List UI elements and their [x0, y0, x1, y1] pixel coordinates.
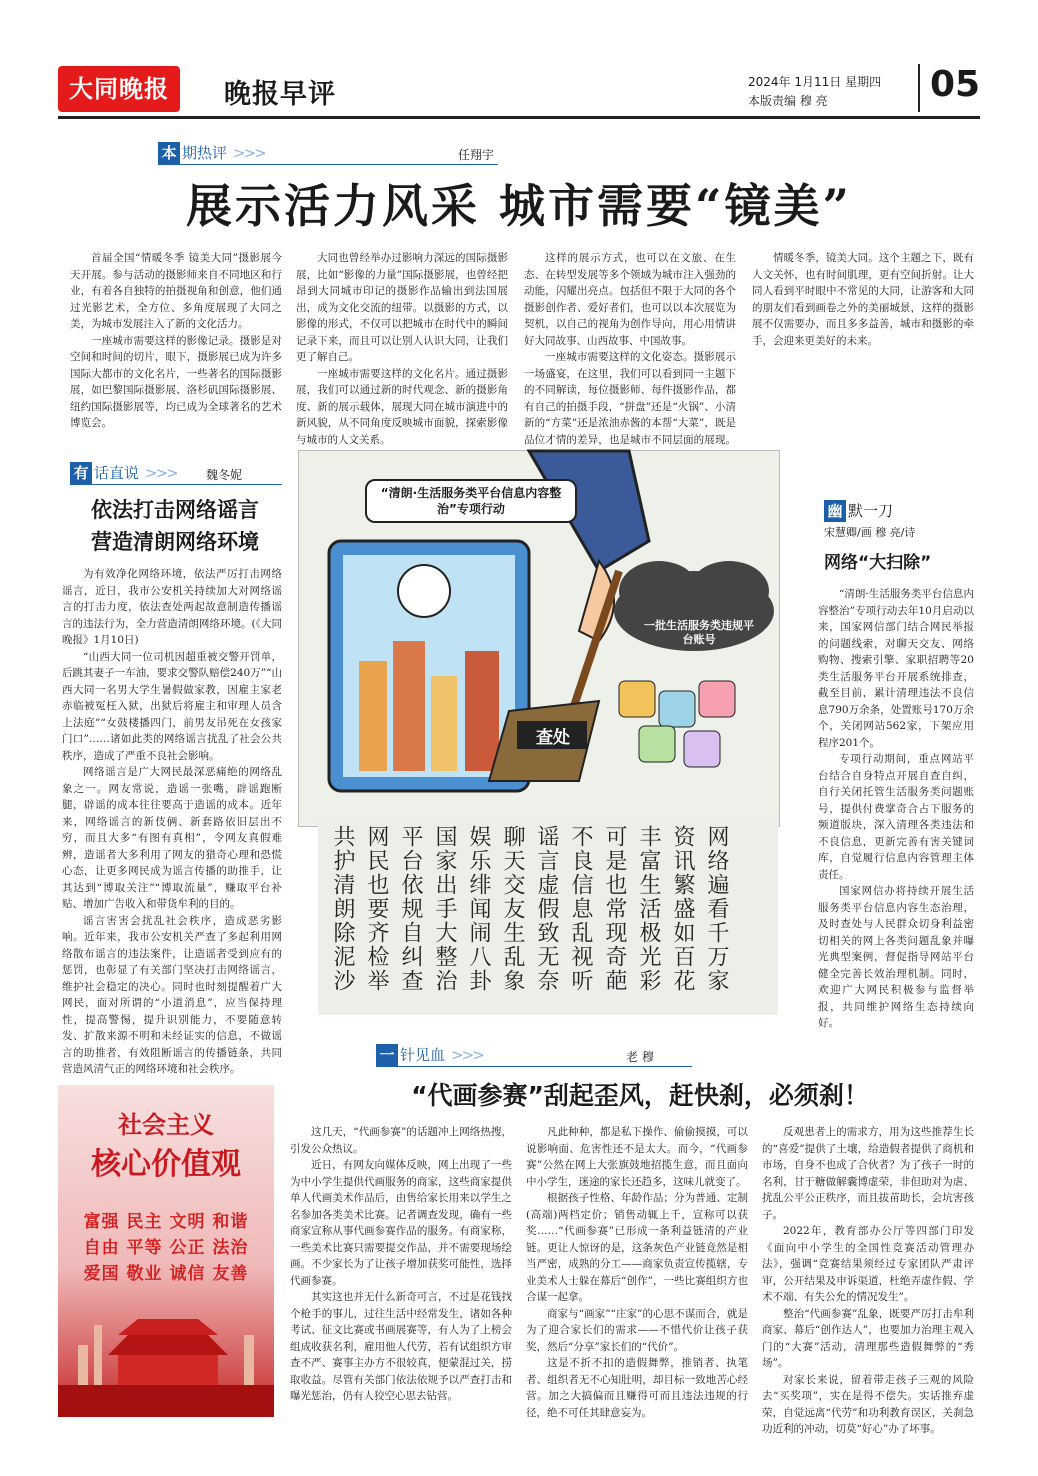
- poster-values: 爱国 敬业 诚信 友善: [83, 1264, 249, 1284]
- headline: 展示活力风采 城市需要“镜美”: [186, 179, 852, 233]
- chevron-right-icon: >>>: [145, 464, 177, 482]
- poem-line: 娱乐绯闻闹八卦: [466, 825, 491, 993]
- paragraph: 2022年，教育部办公厅等四部门印发《面向中小学生的全国性竞赛活动管理办法》，强调“竞赛结果须经过专家团队严肃评审，公开结果及申诉渠道，杜绝弄虚作假、学术不端、有失公允的情况发生”。: [762, 1225, 974, 1303]
- section-title: 晚报早评: [224, 79, 336, 110]
- paragraph: 根据孩子性格、年龄作品；分为普通、定制(高端)两档定价；销售动辄上千，宣称可以获奖……“代画参赛”已形成一条利益链清的产业链。更让人惊讶的是，这条灰色产业链竟然是相当严密，成熟的分工——商家负责宣传揽辖，专业美术人士躲在幕后“创作”，一些比赛组织方也合谋一起拿。: [526, 1192, 748, 1303]
- article-column: [70, 250, 282, 440]
- core-values-poster: [58, 1085, 274, 1417]
- chevron-right-icon: >>>: [451, 1046, 483, 1064]
- article-column: [762, 1124, 974, 1459]
- paragraph: 网络谣言是广大网民最深恶痛绝的网络乱象之一。网友常说，造谣一张嘴，辟谣跑断腿，辟谣的成本往往要高于造谣的成本。近年来，网络谣言的新伎俩、新套路依旧层出不穷，而且大多“有图有真相”，令网友真假难辨，造谣者大多利用了网友的猎奇心理和恐慌心态，让更多网民成为谣言传播的助推手，让其达到“博取关注”“博取流量”，赚取平台补贴、增加广告收入和带货牟利的目的。: [62, 766, 282, 910]
- tag-underline: [158, 164, 498, 165]
- paragraph: 这是不折不扣的造假舞弊，推销者、执笔者、组织者无不心知肚明，却目标一致地苦心经营。加之大搞偏而且赚得可而且违法违规的行径，绝不可任其肆意妄为。: [526, 1357, 748, 1419]
- poster-title: 核心价值观: [91, 1147, 241, 1182]
- article-title: “代画参赛”刮起歪风，赶快刹，必须刹！: [411, 1081, 869, 1110]
- cartoon-illustration: [298, 450, 780, 827]
- article-author: 老 穆: [626, 1050, 654, 1064]
- column-tag: [158, 142, 265, 164]
- article-column: [290, 1124, 512, 1459]
- poem-line: 聊天交友生乱象: [500, 825, 525, 993]
- poem-box: [318, 815, 778, 1015]
- paragraph: 这样的展示方式，也可以在文旅、在生态、在转型发展等多个领域为城市注入强劲的动能，闪耀出亮点。包括但不限于大同的各个摄影创作者、爱好者们，也可以以本次展览为契机，以自己的视角为创作导向，用心用情讲好大同故事、山西故事、中国故事。: [524, 252, 736, 347]
- paragraph: 大同也曾经举办过影响力深远的国际摄影展，比如“影像的力量”国际摄影展，也曾经把昂到大同城市印记的摄影作品输出到法国展出，成为文化交流的纽带。以摄影的方式，以影像的形式，不仅可以把城市在时代中的瞬间记录下来，而且可以让别人认识大同，让我们更了解自己。: [296, 252, 508, 363]
- article-column: [62, 566, 282, 1076]
- tag-underline: [376, 1066, 692, 1067]
- poem-line: 可是也常现奇葩: [602, 825, 627, 993]
- column-tag-first: 一: [376, 1044, 398, 1066]
- chevron-right-icon: >>>: [233, 144, 265, 162]
- poem-line: 资讯繁盛如百花: [670, 825, 695, 993]
- poem-line: 不良信息乱视听: [568, 825, 593, 993]
- column-tag-rest: 针见血: [400, 1046, 446, 1064]
- paragraph: 商家与“画家”“庄家”的心思不谋而合，就是为了迎合家长们的需求——不惜代价让孩子获奖，然后“分享”家长们的“代价”。: [526, 1307, 748, 1353]
- cartoon-credit: 宋慧卿/画 穆 亮/诗: [824, 526, 916, 539]
- column-tag-rest: 默一刀: [848, 502, 894, 520]
- poem-line: 网络遍看千万家: [704, 825, 729, 993]
- paragraph: “清朗·生活服务类平台信息内容整治”专项行动去年10月启动以来，国家网信部门结合网民举报的问题线索，对聊天交友、网络购物、搜索引擎、家职招聘等20类生活服务平台开展系统排查，截至目前，累计清理违法不良信息790万余条，处置账号170万余个，关闭网站562家，下架应用程序201个。: [818, 588, 974, 749]
- tag-underline: [70, 484, 282, 485]
- paragraph: 整治“代画参赛”乱象，既要严厉打击牟利商家、幕后“创作达人”，也要加力治理主观入门的“大赛”活动，清理那些造假舞弊的“秀场”。: [762, 1307, 974, 1369]
- column-tag: [70, 462, 177, 484]
- article-column: [752, 250, 974, 440]
- poem-line: 国家出手大整治: [432, 825, 457, 993]
- article-column: [524, 250, 736, 446]
- article-title: [60, 494, 290, 558]
- column-tag-first: 有: [70, 462, 92, 484]
- article-author: 任翔宇: [458, 148, 495, 162]
- poem-line: 共护清朗除泥沙: [330, 825, 355, 993]
- article-column: [818, 586, 974, 1116]
- title-line: 营造清朗网络环境: [91, 530, 259, 554]
- cartoon-banner: “清朗·生活服务类平台信息内容整治”专项行动: [365, 479, 577, 523]
- column-tag-first: 幽: [824, 500, 846, 522]
- paragraph: 凡此种种，都是私下操作、偷偷摸摸，可以说影响面、危害性还不是太大。而今，“代画参赛”公然在网上大张旗鼓地招揽生意，而且面向中小学生，迷途的家长还趋多，这味儿就变了。: [526, 1126, 748, 1188]
- cartoon-broom-label: 查处: [536, 728, 570, 748]
- poem-line: 平台依规自纠查: [398, 825, 423, 993]
- paragraph: “山西大同一位司机因超重被交警开罚单，后跳其妻子一车油，要求交警队赔偿240万”“山西大同一名男大学生暑假做家教，因雇主家老赤临被冤枉入狱，出狱后将雇主和审理人员含上法庭”“女鼓楼播四门，前男友吊死在女孩家门口”……诸如此类的网络谣言扰乱了社会公共秩序，造成了严重不良社会影响。: [62, 650, 282, 762]
- paragraph: 为有效净化网络环境，依法严厉打击网络谣言，近日，我市公安机关持续加大对网络谣言的打击力度，依法查处两起故意制造传播谣言的违法行为，全力营造清朗网络环境。(《大同晚报》1月10日): [62, 568, 282, 646]
- column-tag-rest: 话直说: [94, 464, 140, 482]
- column-tag: [376, 1044, 483, 1066]
- issue-date: 2024年 1月11日 星期四: [748, 75, 882, 89]
- paragraph: 谣言害害会扰乱社会秩序，造成恶劣影响。近年来，我市公安机关严查了多起利用网络散布谣言的违法案件，让造谣者受到应有的惩罚，也彰显了有关部门坚决打击网络谣言，维护社会稳定的决心。同时也时刻提醒着广大网民，面对所谓的“小道消息”，应当保持理性，提高警惕，提升识别能力，不要随意转发、扩散来源不明和未经证实的信息，不做谣言的助推者，有效阻断谣言的传播链条，共同营造风清气正的网络环境和社会秩序。: [62, 914, 282, 1075]
- poem-line: 网民也要齐检举: [364, 825, 389, 993]
- paragraph: 反观患者上的需求方，用为这些推荐生长的“喜爱”提供了土壤，给造假者提供了商机和市场，自身不也成了合伙者？为了孩子一时的名利，甘于糖做解囊博虚荣，非但助对为虐、扰乱公平公正秩序，而且拔苗助长，会坑害孩子。: [762, 1126, 974, 1221]
- column-tag-rest: 期热评: [182, 144, 228, 162]
- tiananmen-illustration: [58, 1285, 274, 1417]
- poster-values: 富强 民主 文明 和谐: [83, 1212, 249, 1232]
- paragraph: 对家长来说，留着带走孩子三观的风险去“买奖项”，实在是得不偿失。实话推弃虚荣，自觉远离“代劳”和功利教育误区，关刹急功近利的冲动，切莫“好心”办了坏事。: [762, 1373, 974, 1435]
- paragraph: 这几天，“代画参赛”的话题冲上网络热搜，引发公众热议。: [290, 1126, 512, 1155]
- article-column: [526, 1124, 748, 1459]
- poem-line: 谣言虚假致无奈: [534, 825, 559, 993]
- paragraph: 专项行动期间，重点网站平台结合自身特点开展自查自纠，自行关闭托管生活服务类问题账号，提供付费掌奇合占下服务的频道版块，深入清理各类违法和不良信息，更新完善有害关键词库，自觉履行信息内容管理主体责任。: [818, 753, 974, 881]
- poster-values: 自由 平等 公正 法治: [83, 1238, 249, 1258]
- paragraph: 国家网信办将持续开展生活服务类平台信息内容生态治理，及时查处与人民群众切身利益密切相关的网上各类问题乱象并曝光典型案例，督促指导网站平台健全完善长效治理机制。同时，欢迎广大网民积极参与监督举报，共同维护网络生态持续向好。: [818, 885, 974, 1029]
- page-number: 05: [930, 64, 981, 105]
- paragraph: 首届全国“情暖冬季 镜美大同”摄影展今天开展。参与活动的摄影师来自不同地区和行业，有着各自独特的拍摄视角和创意，他们通过光影艺术，全方位、多角度展现了大同之美，为城市发展注入了新的文化活力。: [70, 252, 282, 330]
- article-title: 网络“大扫除”: [824, 553, 932, 573]
- column-tag: [824, 500, 893, 522]
- masthead-divider: [918, 64, 920, 112]
- poem-line: 丰富生活极光彩: [636, 825, 661, 993]
- masthead-rule: [58, 116, 980, 119]
- newspaper-logo: 大同晚报: [58, 66, 180, 112]
- poster-title: 社会主义: [118, 1110, 214, 1139]
- paragraph: 一座城市需要这样的文化名片。通过摄影展，我们可以通过新的时代观念、新的摄影角度、新的展示载体，展现大同在城市演进中的新风貌，从不同角度反映城市面貌，探索影像与城市的人文关系。: [296, 367, 508, 446]
- paragraph: 其实这也并无什么新奇可言，不过是花钱找个枪手的事儿，过往生活中经常发生，诸如各种考试、征文比赛或书画展赛等，有人为了上榜会组成收获名利，雇用他人代劳，若有试组织方审查不严、赛事主办方不很较真，便蒙混过关，捞取收益。尽管有关部门依法依规予以严查打击和曝光惩治，仍有人狡空心思去钻营。: [290, 1291, 512, 1402]
- paragraph: 近日，有网友向媒体反映，网上出现了一些为中小学生提供代画服务的商家，这些商家提供单人代画美术作品后，由售给家长用来以学生之名参加各类美术比赛。记者调查发现，确有一些商家宣称从事代画参赛作品的服务。有商家称，一些美术比赛只需要提交作品，并不需要现场绘画。不少家长为了让孩子增加获奖可能性，选择代画参赛。: [290, 1159, 512, 1287]
- title-line: 依法打击网络谣言: [91, 498, 259, 522]
- cartoon-cloud-text: 一批生活服务类违规平台账号: [644, 619, 754, 646]
- paragraph: 情暖冬季，镜美大同。这个主题之下，既有人文关怀，也有时间肌理，更有空间折射。让大同人看到平时眼中不常见的大同，让游客和大同的朋友们看到画卷之外的美丽城景，这样的摄影展不仅需要办，而且多多益善，城市和摄影的牵手，会迎来更美好的未来。: [752, 252, 974, 347]
- article-column: [296, 250, 508, 446]
- paragraph: 一座城市需要这样的文化姿态。摄影展示一场盛宴，在这里，我们可以看到同一主题下的不同解读，每位摄影师、每件摄影作品，都有自己的拍摄手段，“拼盘”还是“火锅”、小清新的“方菜”还是浓油赤酱的本帮“大菜”，既是品位才情的差异，也是城市不同层面的展现。: [524, 351, 736, 446]
- article-author: 魏冬妮: [206, 468, 243, 482]
- column-tag-first: 本: [158, 142, 180, 164]
- page-editor: 本版责编 穆 亮: [748, 94, 828, 108]
- paragraph: 一座城市需要这样的影像记录。摄影是对空间和时间的切片，眼下，摄影展已成为许多国际大都市的文化名片，一些著名的国际摄影展，如巴黎国际摄影展、洛杉矶国际摄影展、纽约国际摄影展等，均已成为全球著名的艺术博览会。: [70, 334, 282, 429]
